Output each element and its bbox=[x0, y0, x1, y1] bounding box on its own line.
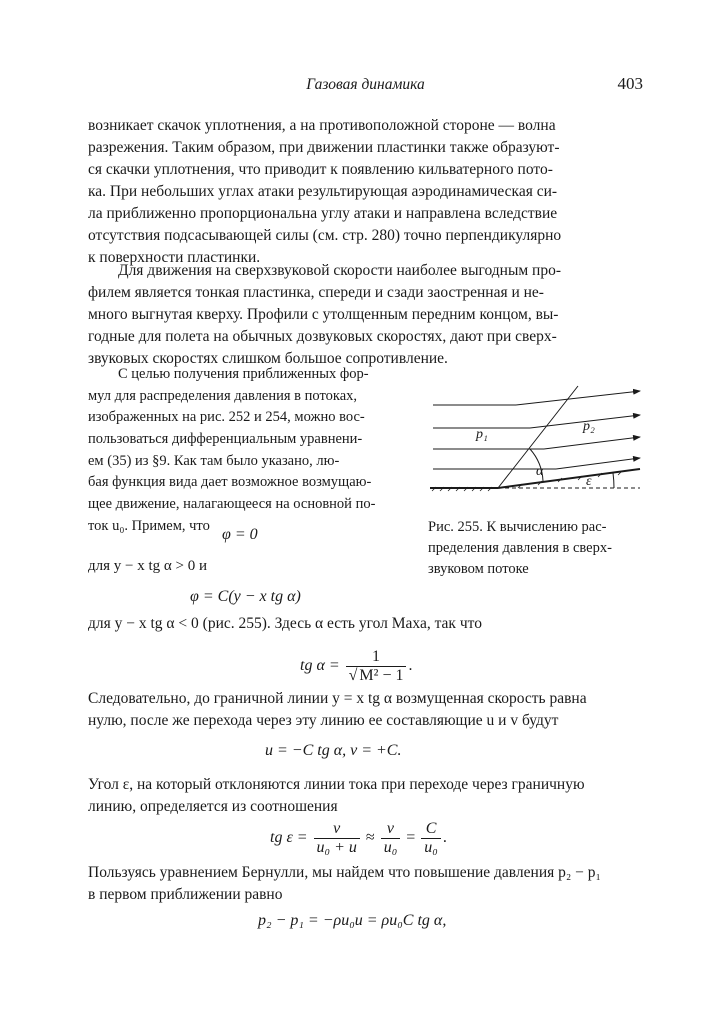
caption-line: Рис. 255. К вычислению рас- bbox=[428, 519, 607, 535]
page-number: 403 bbox=[617, 74, 643, 93]
running-header bbox=[88, 76, 643, 98]
text-line: бая функция вида дает возможное возмущаю- bbox=[88, 474, 372, 491]
text-line: линию, определяется из соотношения bbox=[88, 798, 338, 815]
paragraph-5 bbox=[88, 774, 643, 818]
caption-line: пределения давления в сверх- bbox=[428, 540, 612, 556]
text-line: Для движения на сверхзвуковой скорости наиболее выгодным про- bbox=[118, 262, 562, 279]
text-line: отсутствия подсасывающей силы (см. стр. 280) точно перпендикулярно bbox=[88, 227, 562, 244]
denominator: √ M² − 1 bbox=[348, 667, 404, 684]
paragraph-2 bbox=[88, 260, 643, 370]
fraction bbox=[421, 820, 441, 857]
numerator: v bbox=[381, 820, 401, 839]
paragraph-3 bbox=[88, 364, 416, 538]
text-line: в первом приближении равно bbox=[88, 886, 283, 903]
text-line: Следовательно, до граничной линии y = x tg α возмущенная скорость равна bbox=[88, 690, 587, 707]
fraction bbox=[314, 820, 360, 857]
label-p1: p₁ bbox=[476, 427, 488, 442]
running-title: Газовая динамика bbox=[306, 76, 425, 93]
angle-epsilon-arc bbox=[613, 473, 614, 488]
text-line: мул для распределения давления в потоках, bbox=[88, 387, 358, 404]
paragraph-6 bbox=[88, 862, 643, 906]
text-line: нулю, после же перехода через эту линию ее составляющие u и v будут bbox=[88, 712, 559, 729]
paragraph-4 bbox=[88, 688, 643, 732]
denominator: u₀ bbox=[383, 839, 398, 856]
text-line: ка. При небольших углах атаки результирующая аэродинамическая си- bbox=[88, 183, 558, 200]
numerator: C bbox=[421, 820, 441, 839]
text-line: С целью получения приближенных фор- bbox=[118, 366, 369, 382]
label-p2: p₂ bbox=[583, 419, 595, 434]
streamline bbox=[516, 391, 640, 405]
equation-tg-alpha bbox=[300, 648, 412, 685]
eq-lhs: tg ε = bbox=[270, 829, 308, 847]
text-line: возникает скачок уплотнения, а на противоположной стороне — волна bbox=[88, 117, 556, 134]
eq-tail: . bbox=[442, 829, 447, 847]
approx-sign: ≈ bbox=[365, 829, 375, 847]
sqrt-body: M² − 1 bbox=[359, 667, 404, 684]
text-line: ла приближенно пропорциональна углу атаки и направлена вследствие bbox=[88, 205, 558, 222]
eq-tail: . bbox=[408, 657, 413, 675]
paragraph-1 bbox=[88, 115, 643, 269]
text-line: ся скачки уплотнения, что приводит к появлению кильватерного пото- bbox=[88, 161, 553, 178]
numerator: 1 bbox=[346, 648, 407, 667]
label-alpha: α bbox=[536, 464, 544, 479]
denominator: u₀ bbox=[424, 839, 438, 856]
text-line: ем (35) из §9. Как там было указано, лю- bbox=[88, 452, 340, 469]
text-line: ток u₀. Примем, что bbox=[88, 517, 210, 534]
figure-255-diagram bbox=[428, 383, 643, 498]
caption-line: звуковом потоке bbox=[428, 561, 529, 577]
text-line: к поверхности пластинки. bbox=[88, 249, 261, 266]
equals-sign: = bbox=[406, 829, 416, 847]
figure-caption bbox=[428, 517, 650, 580]
label-epsilon: ε bbox=[586, 474, 592, 489]
text-line: много выгнутая кверху. Профили с утолщенным передним концом, вы- bbox=[88, 306, 559, 323]
eq-lhs: tg α = bbox=[300, 657, 340, 675]
text-line: изображенных на рис. 252 и 254, можно вос- bbox=[88, 409, 365, 426]
fraction bbox=[346, 648, 407, 685]
text-line: филем является тонкая пластинка, спереди и сзади заостренная и не- bbox=[88, 284, 544, 301]
denominator: u₀ + u bbox=[316, 839, 357, 856]
numerator: v bbox=[314, 820, 360, 839]
equation-tg-epsilon bbox=[270, 820, 447, 857]
equation-phi-zero: φ = 0 bbox=[222, 526, 258, 543]
text-line: годные для полета на обычных дозвуковых скоростях, дают при сверх- bbox=[88, 328, 557, 345]
condition-line-2: для y − x tg α < 0 (рис. 255). Здесь α есть угол Маха, так что bbox=[88, 615, 482, 632]
text-line: Пользуясь уравнением Бернулли, мы найдем что повышение давления p₂ − p₁ bbox=[88, 864, 601, 881]
text-line: Угол ε, на который отклоняются линии тока при переходе через граничную bbox=[88, 776, 585, 793]
text-line: пользоваться дифференциальным уравнени- bbox=[88, 431, 363, 448]
streamline bbox=[556, 458, 640, 469]
text-line: звуковых скоростях слишком большое сопротивление. bbox=[88, 350, 448, 367]
text-line: щее движение, налагающееся на основной по- bbox=[88, 496, 376, 513]
text-line: разрежения. Таким образом, при движении пластинки также образуют- bbox=[88, 139, 560, 156]
equation-u-v: u = −C tg α, v = +C. bbox=[265, 742, 402, 759]
condition-line-1: для y − x tg α > 0 и bbox=[88, 558, 207, 574]
equation-pressure: p₂ − p₁ = −ρu₀u = ρu₀C tg α, bbox=[258, 912, 447, 929]
fraction bbox=[381, 820, 401, 857]
equation-phi-c: φ = C(y − x tg α) bbox=[190, 588, 301, 605]
streamline bbox=[544, 437, 640, 449]
plate-surface bbox=[498, 469, 640, 488]
